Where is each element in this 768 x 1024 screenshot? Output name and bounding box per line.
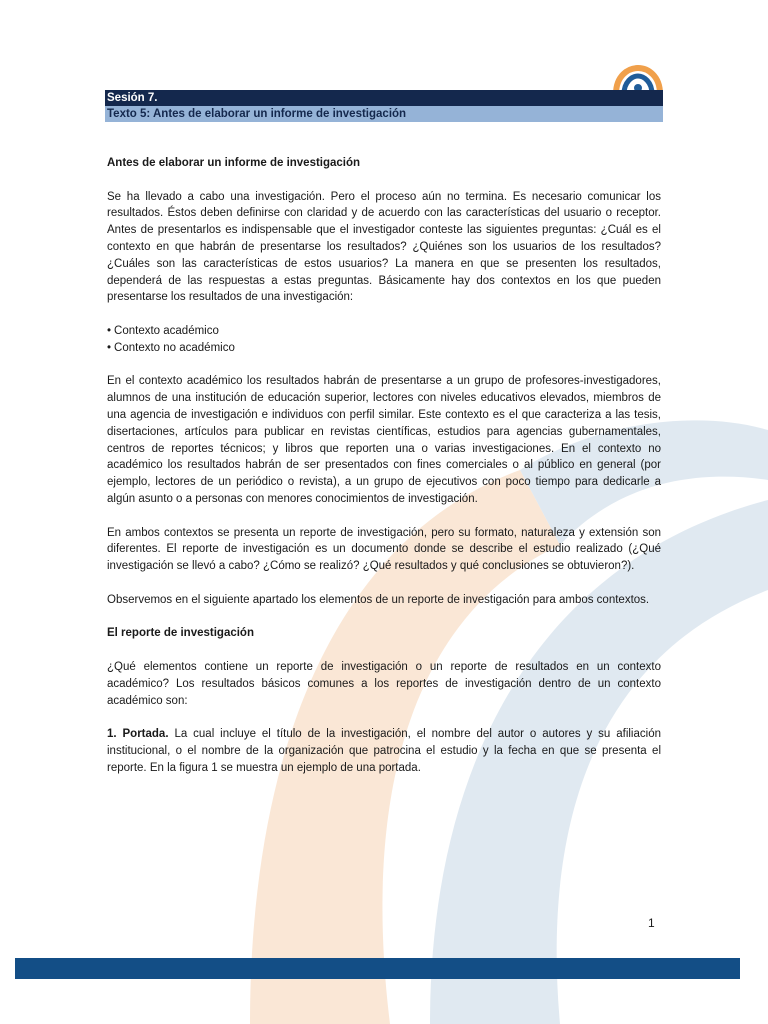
paragraph-2: En el contexto académico los resultados habrán de presentarse a un grupo de profesores-investigadores, alumnos de una institución de educación superior, lectores con niveles educativos elevados, miembros de una agencia de investigación e individuos con perfil similar. Este contexto es el que caracteriza a las tesis, disertaciones, artículos para publicar en revistas científicas, estudios para agencias gubernamentales, centros de reportes técnicos; y libros que reporten una o varias investigaciones. En el contexto no académico los resultados habrán de ser presentados con fines comerciales o al público en general (por ejemplo, lectores de un periódico o revista), a un grupo de ejecutivos con poco tiempo para dedicarle a algún asunto o a personas con menores conocimientos de investigación. — [107, 375, 661, 505]
bullet-icon: • — [107, 324, 112, 337]
list-item: • Contexto no académico — [107, 341, 235, 354]
section-heading-1: Antes de elaborar un informe de investigación — [107, 157, 361, 169]
footer-bar — [15, 958, 740, 979]
list-item-portada — [107, 726, 661, 776]
paragraph-3: En ambos contextos se presenta un reporte de investigación, pero su formato, naturaleza y extensión son diferentes. El reporte de investigación es un documento donde se describe el estudio realizado (¿Qué investigación se llevó a cabo? ¿Cómo se realizó? ¿Qué resultados y qué conclusiones se obtuvieron?). — [107, 526, 661, 573]
page-number: 1 — [648, 916, 655, 930]
document-body — [107, 155, 661, 793]
list-item: • Contexto académico — [107, 324, 219, 337]
paragraph-5: ¿Qué elementos contiene un reporte de investigación o un reporte de resultados en un contexto académico? Los resultados básicos comunes a los reportes de investigación dentro de un contexto académico son: — [107, 660, 661, 707]
session-title: Sesión 7. — [105, 90, 663, 106]
context-list — [107, 323, 661, 357]
session-banner — [105, 90, 663, 122]
bullet-icon: • — [107, 341, 112, 354]
paragraph-4: Observemos en el siguiente apartado los elementos de un reporte de investigación para ambos contextos. — [107, 593, 650, 606]
item-label: 1. Portada. — [107, 728, 169, 741]
session-subtitle: Texto 5: Antes de elaborar un informe de investigación — [105, 106, 663, 122]
section-heading-2: El reporte de investigación — [107, 627, 254, 640]
item-text: La cual incluye el título de la investigación, el nombre del autor o autores y su afiliación institucional, o el nombre de la organización que patrocina el estudio y la fecha en que se presenta el reporte. En la figura 1 se muestra un ejemplo de una portada. — [107, 728, 661, 774]
paragraph-1: Se ha llevado a cabo una investigación. Pero el proceso aún no termina. Es necesario comunicar los resultados. Éstos deben definirse con claridad y de acuerdo con las características del usuario o receptor. Antes de presentarlos es indispensable que el investigador conteste las siguientes preguntas: ¿Cuál es el contexto en que habrán de presentarse los resultados? ¿Quiénes son los usuarios de los resultados? ¿Cuáles son las características de estos usuarios? La manera en que se presenten los resultados, dependerá de las respuestas a estas preguntas. Básicamente hay dos contextos en los que pueden presentarse los resultados de una investigación: — [107, 190, 661, 304]
